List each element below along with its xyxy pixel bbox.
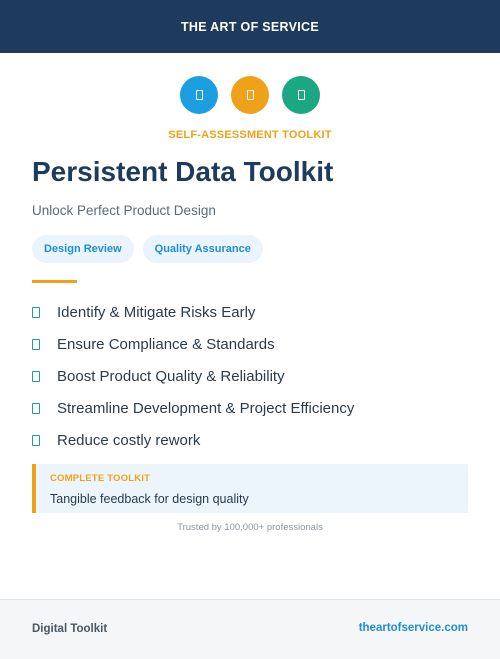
check-icon bbox=[32, 403, 40, 414]
page-title: Persistent Data Toolkit bbox=[32, 156, 334, 187]
top-banner bbox=[0, 0, 500, 53]
document-icon bbox=[247, 90, 254, 100]
benefit-item bbox=[32, 392, 354, 424]
callout-label: COMPLETE TOOLKIT bbox=[50, 473, 151, 484]
benefit-text: Identify & Mitigate Risks Early bbox=[57, 303, 256, 321]
footer-label: Digital Toolkit bbox=[32, 623, 108, 635]
document-icon bbox=[196, 90, 203, 100]
benefit-text: Boost Product Quality & Reliability bbox=[57, 367, 285, 385]
tag-design-review: Design Review bbox=[32, 235, 134, 263]
check-icon bbox=[32, 339, 40, 350]
check-icon bbox=[32, 307, 40, 318]
tag-quality-assurance: Quality Assurance bbox=[143, 235, 263, 263]
icon-row bbox=[0, 76, 500, 114]
tag-list bbox=[32, 235, 263, 263]
benefit-item bbox=[32, 360, 354, 392]
page-subtitle: Unlock Perfect Product Design bbox=[32, 203, 216, 218]
check-icon bbox=[32, 435, 40, 446]
orange-badge-icon bbox=[231, 76, 269, 114]
benefit-text: Reduce costly rework bbox=[57, 431, 201, 449]
benefit-item bbox=[32, 328, 354, 360]
brand-title: THE ART OF SERVICE bbox=[180, 19, 320, 34]
document-icon bbox=[298, 90, 305, 100]
trust-note: Trusted by 100,000+ professionals bbox=[177, 522, 323, 533]
footer bbox=[0, 599, 500, 659]
website-link[interactable]: theartofservice.com bbox=[358, 622, 468, 634]
benefit-text: Streamline Development & Project Efficiency bbox=[57, 399, 355, 417]
kicker-label: SELF-ASSESSMENT TOOLKIT bbox=[168, 129, 332, 141]
benefit-item bbox=[32, 296, 354, 328]
green-badge-icon bbox=[282, 76, 320, 114]
accent-divider bbox=[32, 280, 77, 283]
benefit-text: Ensure Compliance & Standards bbox=[57, 335, 275, 353]
toolkit-callout bbox=[32, 464, 468, 513]
check-icon bbox=[32, 371, 40, 382]
callout-text: Tangible feedback for design quality bbox=[50, 492, 249, 506]
benefit-item bbox=[32, 424, 354, 456]
blue-badge-icon bbox=[180, 76, 218, 114]
benefit-list bbox=[32, 296, 354, 456]
